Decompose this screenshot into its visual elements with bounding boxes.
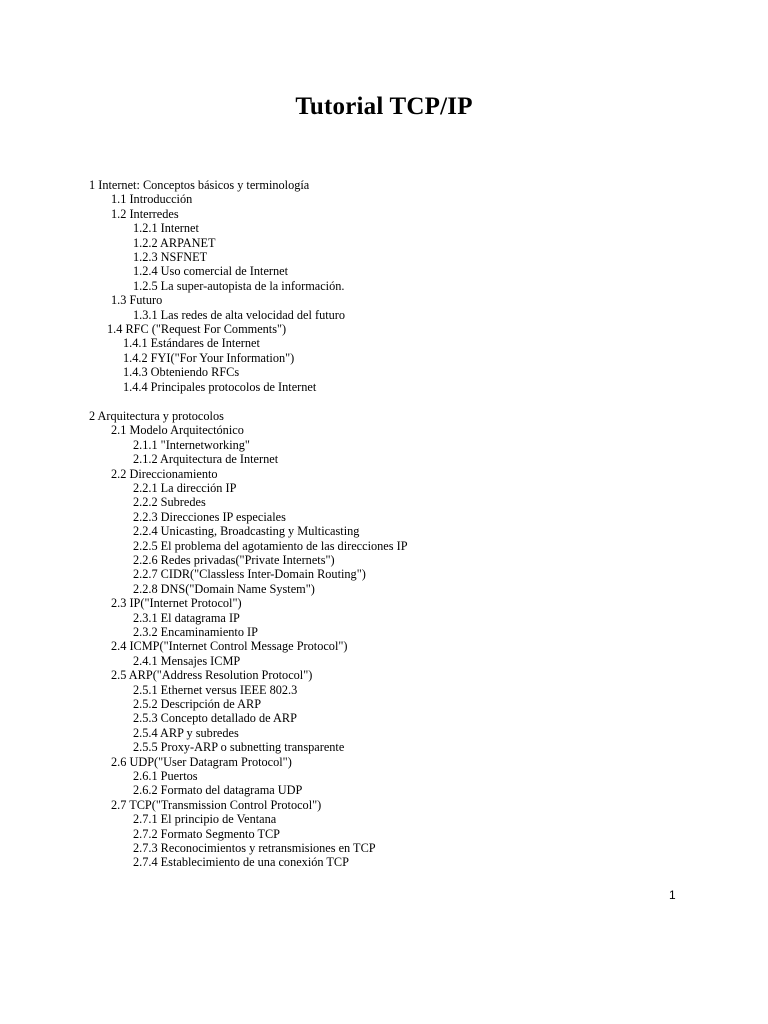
toc-entry: 1.2.5 La super-autopista de la información.	[133, 278, 345, 293]
toc-entry: 2.1 Modelo Arquitectónico	[111, 423, 244, 438]
toc-entry: 1.4.3 Obteniendo RFCs	[123, 365, 240, 380]
toc-entry: 2.5.5 Proxy-ARP o subnetting transparente	[133, 740, 345, 755]
toc-entry: 2.5 ARP("Address Resolution Protocol")	[111, 668, 313, 683]
toc-entry: 2.3 IP("Internet Protocol")	[111, 596, 242, 611]
toc-entry: 2.4 ICMP("Internet Control Message Protocol")	[111, 639, 348, 654]
toc-entry: 2.2.5 El problema del agotamiento de las direcciones IP	[133, 538, 408, 553]
toc-entry: 2.7 TCP("Transmission Control Protocol")	[111, 797, 322, 812]
toc-entry: 2.6.1 Puertos	[133, 769, 198, 783]
toc-entry: 1 Internet: Conceptos básicos y terminología	[89, 178, 310, 192]
toc-entry: 2.3.2 Encaminamiento IP	[133, 625, 258, 639]
toc-entry: 1.4.1 Estándares de Internet	[123, 336, 260, 351]
toc-entry: 2 Arquitectura y protocolos	[89, 409, 224, 423]
toc-entry: 2.5.4 ARP y subredes	[133, 725, 239, 740]
toc-entry: 2.5.2 Descripción de ARP	[133, 697, 262, 711]
toc-entry: 1.4.2 FYI("For Your Information")	[123, 350, 295, 365]
toc-entry: 1.2.4 Uso comercial de Internet	[133, 264, 289, 279]
toc-entry: 2.2.6 Redes privadas("Private Internets")	[133, 553, 335, 567]
toc-entry: 1.1 Introducción	[111, 192, 193, 207]
page-number: 1	[669, 888, 676, 902]
toc-entry: 2.3.1 El datagrama IP	[133, 610, 240, 625]
toc-entry: 1.3.1 Las redes de alta velocidad del futuro	[133, 307, 346, 322]
toc-entry: 2.1.1 "Internetworking"	[133, 437, 250, 452]
toc-entry: 1.3 Futuro	[111, 293, 163, 308]
toc-entry: 1.2 Interredes	[111, 206, 179, 221]
toc-entry: 2.7.1 El principio de Ventana	[133, 812, 277, 827]
toc-entry: 2.6.2 Formato del datagrama UDP	[133, 783, 303, 798]
toc-entry: 2.1.2 Arquitectura de Internet	[133, 452, 279, 467]
toc-entry: 2.7.4 Establecimiento de una conexión TCP	[133, 855, 349, 870]
toc-entry: 2.2.4 Unicasting, Broadcasting y Multicasting	[133, 524, 360, 539]
toc-entry: 1.2.1 Internet	[133, 221, 199, 236]
toc-entry: 2.5.1 Ethernet versus IEEE 802.3	[133, 682, 298, 697]
document-title: Tutorial TCP/IP	[295, 93, 473, 120]
toc-entry: 2.2.3 Direcciones IP especiales	[133, 509, 286, 524]
toc-entry: 2.5.3 Concepto detallado de ARP	[133, 711, 297, 726]
toc-entry: 2.7.3 Reconocimientos y retransmisiones en TCP	[133, 841, 376, 855]
toc-entry: 1.4.4 Principales protocolos de Internet	[123, 379, 317, 394]
toc-entry: 2.4.1 Mensajes ICMP	[133, 653, 241, 668]
toc-entry: 2.7.2 Formato Segmento TCP	[133, 826, 280, 841]
toc-entry: 2.6 UDP("User Datagram Protocol")	[111, 754, 292, 769]
toc-entry: 1.4 RFC ("Request For Comments")	[107, 322, 287, 336]
toc-entry: 2.2.8 DNS("Domain Name System")	[133, 581, 315, 596]
toc-entry: 2.2.7 CIDR("Classless Inter-Domain Routing")	[133, 567, 366, 582]
toc-entry: 2.2.1 La dirección IP	[133, 481, 237, 495]
toc-entry: 2.2 Direccionamiento	[111, 466, 218, 481]
toc-entry: 1.2.2 ARPANET	[133, 235, 216, 250]
toc-entry: 1.2.3 NSFNET	[133, 250, 208, 264]
toc-entry: 2.2.2 Subredes	[133, 495, 206, 510]
